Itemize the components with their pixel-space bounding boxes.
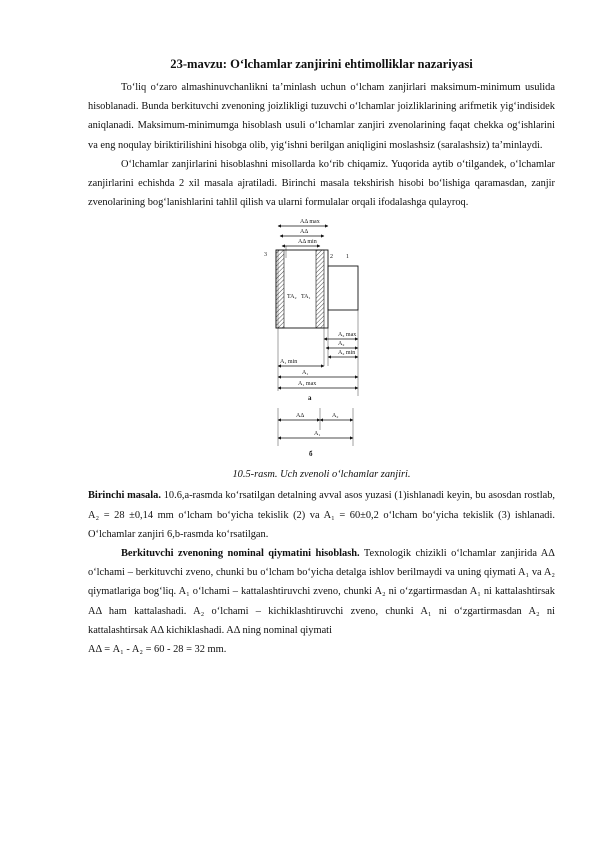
label-s-a1: A₁ [314,431,321,438]
label-top3: AΔ min [298,239,317,246]
top-dimensions [278,219,328,246]
masala-heading: Birinchi masala. [88,490,161,502]
paragraph-nominal [88,544,555,640]
label-r3: A₂ min [338,350,356,357]
nominal-heading: Berkituvchi zvenoning nominal qiymatini hisoblash. [121,548,360,560]
label-fig-a: a [308,394,312,403]
bottom-dimensions [278,359,358,388]
label-num3: 3 [264,252,267,259]
label-b1: A₁ min [280,359,298,366]
formula: AΔ = A₁ - A₂ = 60 - 28 = 32 mm. [88,644,227,656]
paragraph-2: O‘lchamlar zanjirlarini hisoblashni misollarda ko‘rib chiqamiz. Yuqorida aytib o‘tilgandek, o‘lchamlar zanjirlarini echishda 2 xil masala ajratiladi. Birinchi masala tekshirish hisobi bo‘lishiga qaramasdan, zanjir zvenolarining bog‘lanishlarini tahlil qilish va ularni formulalar orqali ifodalashga qulayroq. [88,158,555,209]
right-dimensions [324,332,358,357]
nominal-text: Texnologik chizikli o‘lchamlar zanjirida AΔ o‘lchami – berkituvchi zveno, chunki bu o‘lcham bo‘yicha detalga ishlov berilmaydi va uning qiymati A₁ va A₂ qiymatlariga bog‘liq. A₁ o‘lchami – kattalashtiruvchi zveno, chunki A₂ ni o‘zgartirmasdan A₁ ni kattalashtirsak AΔ ham kattalashadi. A₂ o‘lchami – kichiklashtiruvchi zveno, chunki A₁ ni o‘zgartirmasdan A₂ ni kattalashtirsak AΔ kichiklashadi. AΔ ning nominal qiymati [88,548,555,636]
page-title: 23-mavzu: O‘lchamlar zanjirini ehtimolliklar nazariyasi [170,57,473,71]
figure-10-5 [88,216,555,466]
label-s-a2: A₂ [332,413,339,420]
label-b2: A₁ [302,370,309,377]
masala-text: 10.6,a-rasmda ko‘rsatilgan detalning avval asos yuzasi (1)ishlanadi keyin, bu asosdan rostlab, A₂ = 28 ±0,14 mm o‘lcham bo‘yicha tekislik (2) va A₁ = 60±0,2 o‘lcham bo‘yicha tekislik (3) ishlanadi. O‘lchamlar zanjiri 6,b-rasmda ko‘rsatilgan. [88,490,555,540]
document-page [88,56,555,659]
label-top1: AΔ max [300,219,320,226]
chain-scheme-b [278,408,353,446]
paragraph-masala [88,486,555,544]
label-r1: A₂ max [338,332,357,339]
dimension-chain-drawing [258,216,388,462]
label-num2: 2 [330,254,333,261]
label-s-delta: AΔ [296,413,305,420]
label-top2: AΔ [300,229,309,236]
label-fig-b: б [309,450,313,459]
part-body [276,246,358,396]
label-b3: A₁ max [298,381,317,388]
figure-caption: 10.5-rasm. Uch zvenoli o‘lchamlar zanjiri. [232,469,411,481]
label-r2: A₂ [338,341,345,348]
paragraph-1: To‘liq o‘zaro almashinuvchanlikni ta’minlash uchun o‘lcham zanjirlari maksimum-minimum usulida hisoblanadi. Bunda berkituvchi zvenoning joizlikligi tuzuvchi o‘lchamlar joizliklarining arifmetik yig‘indisidek aniqlanadi. Maksimum-minimumga hisoblash usuli o‘lchamlar zanjiri zvenolarining faqat chekka og‘ishlarini va eng noqulay biriktirilishini hisobga olib, yig‘ishni berilgan aniqligini moslashsiz (saralashsiz) ta’minlaydi. [88,82,555,151]
label-ta2: TA₂ [287,294,297,301]
label-ta1: TA₁ [301,294,311,301]
label-num1: 1 [346,254,349,261]
